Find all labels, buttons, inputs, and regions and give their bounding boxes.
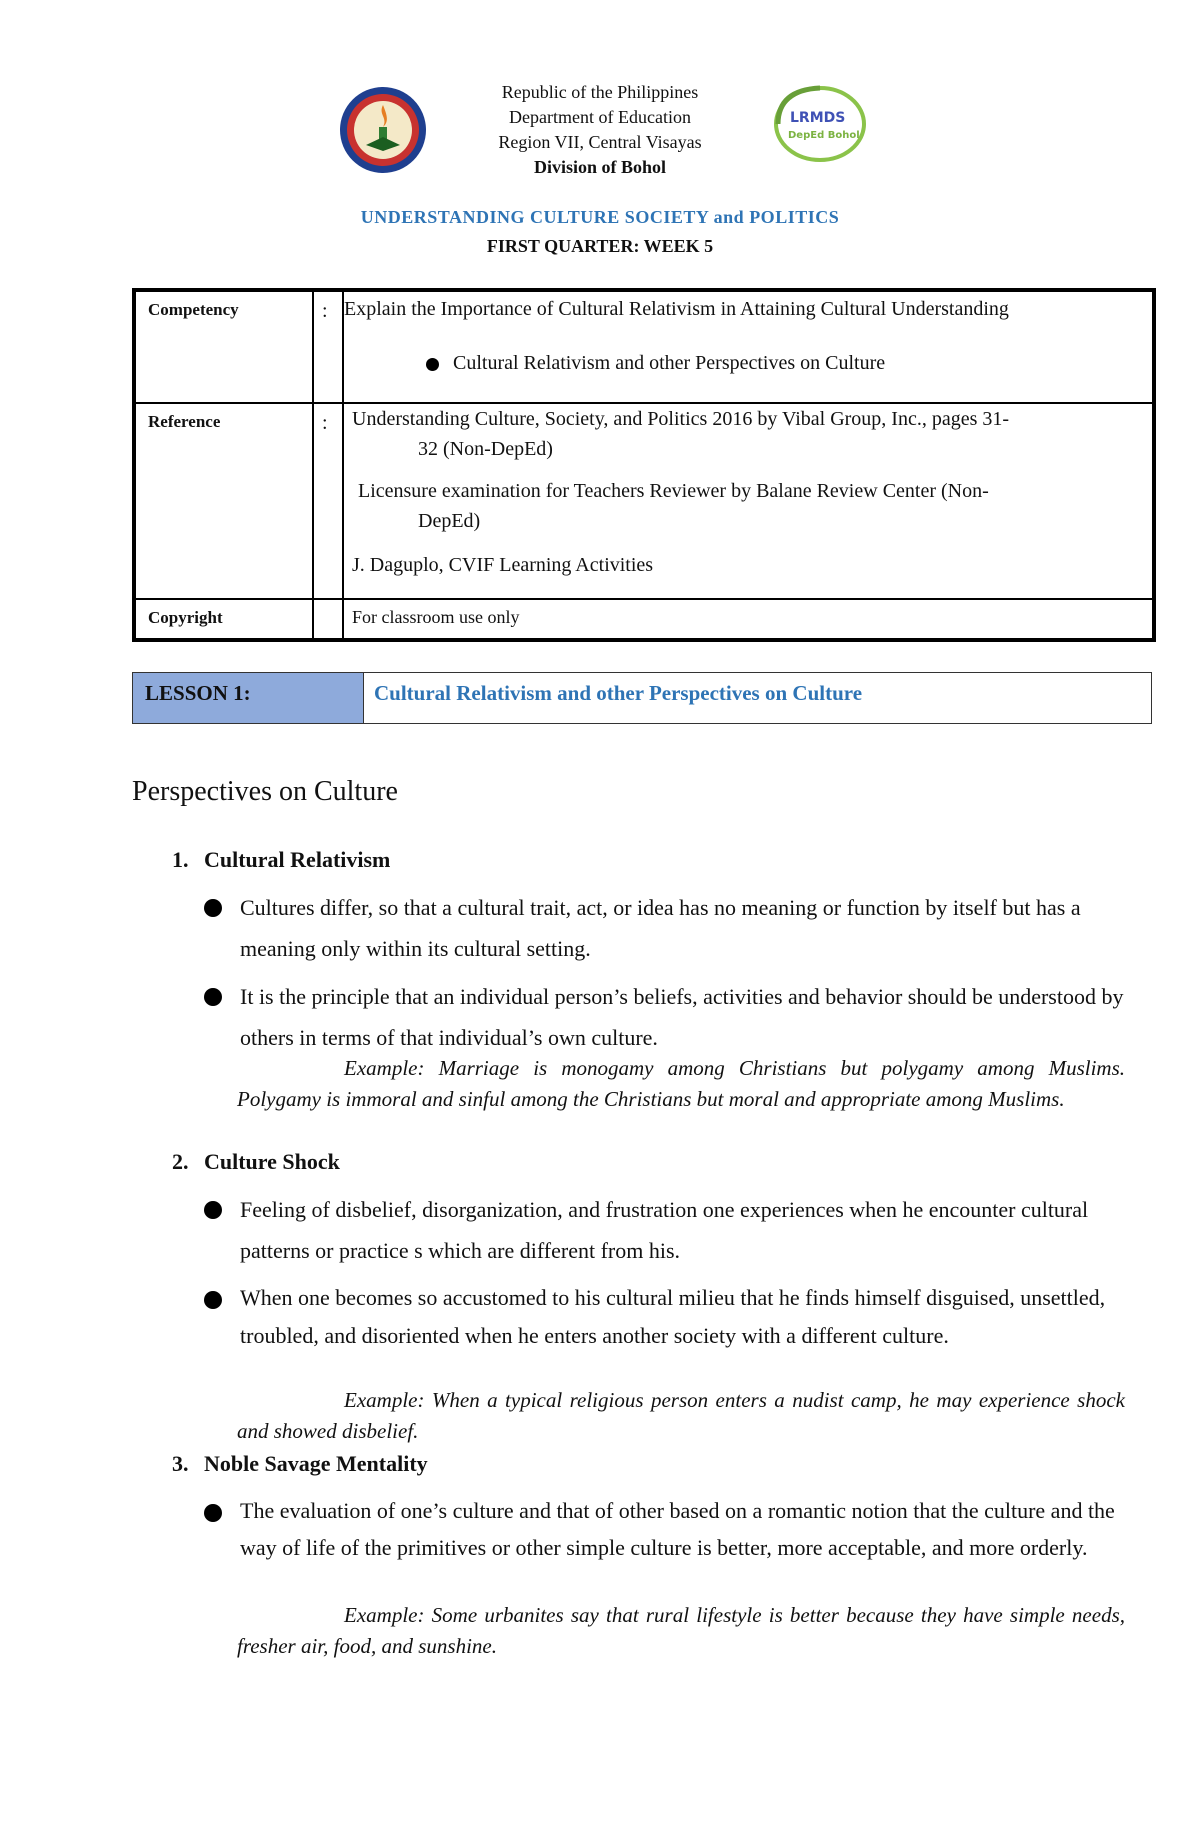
lesson-label: LESSON 1: xyxy=(133,673,364,723)
bullet-text: When one becomes so accustomed to his cultural milieu that he finds himself disguised, unsettled, troubled, and disoriented when he enters another society with a different culture. xyxy=(240,1285,1106,1348)
competency-bullet-text: Cultural Relativism and other Perspectives on Culture xyxy=(453,352,886,374)
competency-text: Explain the Importance of Cultural Relativism in Attaining Cultural Understanding xyxy=(344,298,1009,320)
copyright-row xyxy=(136,600,1152,642)
reference-colon: : xyxy=(322,412,328,434)
list-item xyxy=(240,887,1140,969)
info-table xyxy=(132,288,1156,642)
item-title-text: Noble Savage Mentality xyxy=(204,1451,428,1476)
item-number: 1. xyxy=(172,847,189,872)
bullet-text: Feeling of disbelief, disorganization, and frustration one experiences when he encounter cultural patterns or practice s which are different from his. xyxy=(240,1197,1089,1263)
competency-colon: : xyxy=(322,300,328,322)
bullet-text: Cultures differ, so that a cultural trait, act, or idea has no meaning or function by itself but has a meaning only within its cultural setting. xyxy=(240,895,1081,961)
reference-row xyxy=(136,404,1152,600)
competency-label: Competency xyxy=(148,300,239,319)
bullet-icon xyxy=(204,1201,222,1219)
reference-1-line-2: 32 (Non-DepEd) xyxy=(418,438,553,460)
item-title xyxy=(172,1451,428,1477)
list-item xyxy=(240,976,1140,1058)
document-header xyxy=(0,80,1200,180)
example-text: Example: Some urbanites say that rural lifestyle is better because they have simple needs, fresher air, food, and sunshine. xyxy=(237,1603,1125,1658)
bullet-icon xyxy=(204,1504,222,1522)
header-region: Region VII, Central Visayas xyxy=(498,132,702,152)
bullet-text: The evaluation of one’s culture and that of other based on a romantic notion that the culture and the way of life of the primitives or other simple culture is better, more acceptable, and more orderly. xyxy=(240,1498,1115,1560)
section-heading: Perspectives on Culture xyxy=(132,776,398,807)
bullet-icon xyxy=(204,1291,222,1309)
item-title-text: Culture Shock xyxy=(204,1149,340,1174)
reference-1-line-1: Understanding Culture, Society, and Politics 2016 by Vibal Group, Inc., pages 31- xyxy=(352,408,1010,430)
example-text: Example: When a typical religious person enters a nudist camp, he may experience shock and showed disbelief. xyxy=(237,1388,1125,1443)
header-department: Department of Education xyxy=(509,107,691,127)
header-republic: Republic of the Philippines xyxy=(501,82,699,102)
reference-2-line-2: DepEd) xyxy=(418,510,481,532)
reference-3: J. Daguplo, CVIF Learning Activities xyxy=(352,554,654,576)
competency-bullet xyxy=(426,348,885,378)
bullet-icon xyxy=(204,988,222,1006)
reference-label: Reference xyxy=(148,412,221,431)
item-title xyxy=(172,847,390,873)
list-item xyxy=(240,1492,1140,1566)
document-subtitle: FIRST QUARTER: WEEK 5 xyxy=(486,236,714,256)
list-item xyxy=(240,1279,1140,1355)
copyright-text: For classroom use only xyxy=(352,607,520,627)
header-division: Division of Bohol xyxy=(533,157,667,177)
lrmds-logo-bottom-text: DepEd Bohol xyxy=(788,130,860,141)
item-title-text: Cultural Relativism xyxy=(204,847,391,872)
bullet-icon xyxy=(204,899,222,917)
item-number: 3. xyxy=(172,1451,189,1476)
bullet-icon xyxy=(426,358,439,371)
competency-row xyxy=(136,292,1152,404)
lesson-title: Cultural Relativism and other Perspectives on Culture xyxy=(374,681,863,705)
lrmds-logo-top-text: LRMDS xyxy=(790,110,846,126)
item-number: 2. xyxy=(172,1149,189,1174)
lesson-box xyxy=(132,672,1152,724)
bullet-text: It is the principle that an individual person’s beliefs, activities and behavior should be understood by others in terms of that individual’s own culture. xyxy=(240,984,1124,1050)
document-title: UNDERSTANDING CULTURE SOCIETY and POLITICS xyxy=(360,207,840,227)
item-title xyxy=(172,1149,340,1175)
copyright-label: Copyright xyxy=(148,608,223,627)
list-item xyxy=(240,1189,1140,1271)
example-text: Example: Marriage is monogamy among Christians but polygamy among Muslims. Polygamy is immoral and sinful among the Christians but moral and appropriate among Muslims. xyxy=(237,1056,1125,1111)
reference-2-line-1: Licensure examination for Teachers Reviewer by Balane Review Center (Non- xyxy=(358,480,989,502)
